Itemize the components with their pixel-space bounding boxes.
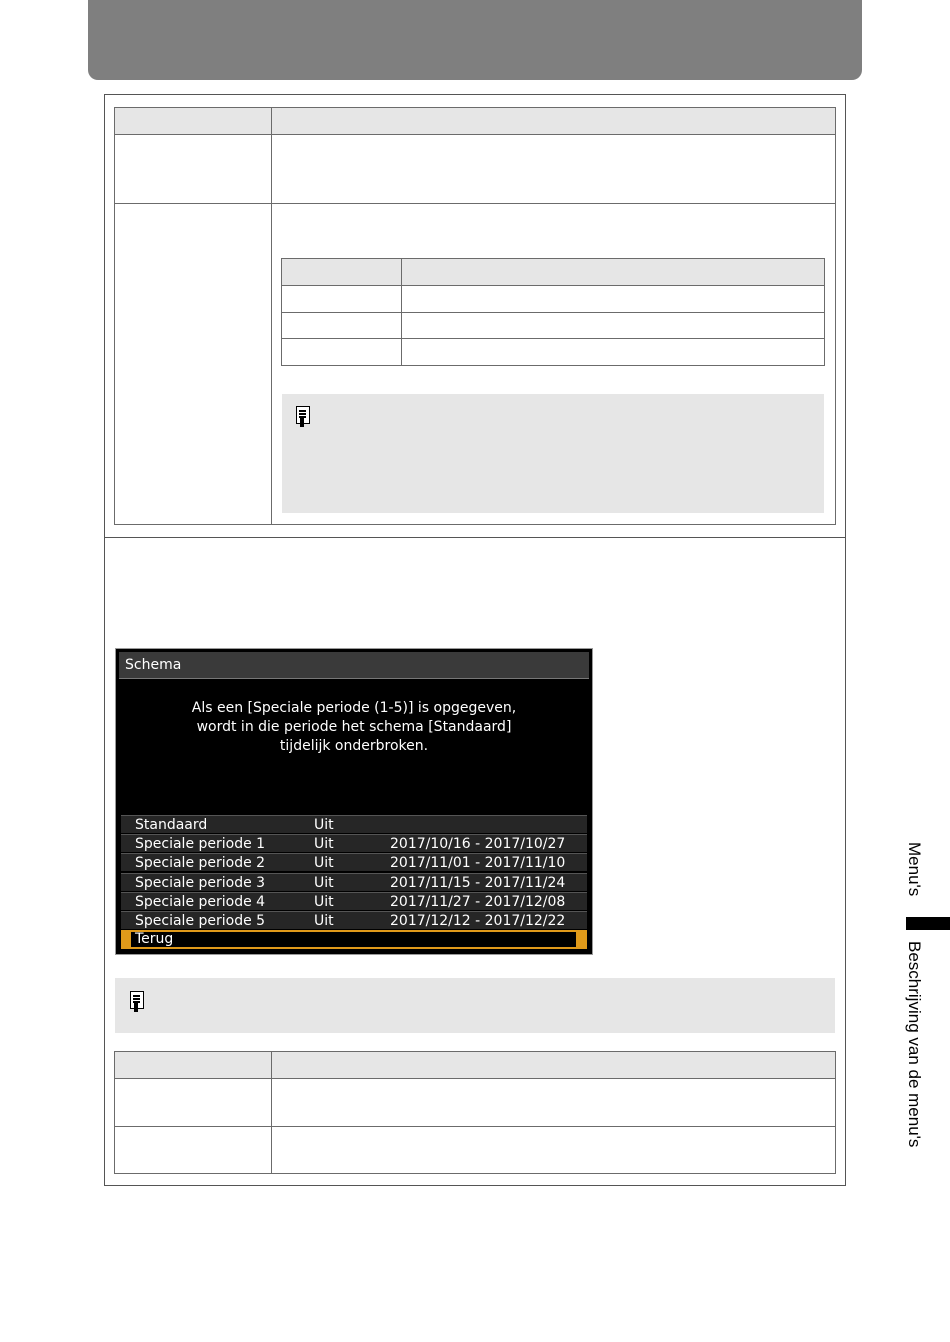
side-tab-marker	[906, 917, 950, 930]
table-row	[115, 1127, 836, 1174]
nested-table-header	[282, 259, 825, 286]
nested-table	[281, 258, 825, 366]
side-chapter-label: Beschrijving van de menu's	[905, 941, 924, 1148]
row-name: Speciale periode 1	[135, 836, 266, 852]
table-row	[115, 135, 836, 204]
schedule-row-period-2[interactable]	[121, 853, 587, 871]
top-table-header-cell	[115, 108, 272, 135]
row-status: Uit	[314, 894, 334, 910]
schedule-row-standaard[interactable]	[121, 815, 587, 833]
table-cell	[402, 313, 825, 339]
row-period: 2017/11/27 - 2017/12/08	[390, 894, 566, 910]
row-status: Uit	[314, 855, 334, 871]
schedule-row-period-3[interactable]	[121, 873, 587, 891]
row-name: Standaard	[135, 817, 208, 833]
row-status: Uit	[314, 836, 334, 852]
note-box	[282, 394, 824, 513]
note-icon	[130, 991, 144, 1009]
table-cell	[272, 1079, 836, 1127]
row-name: Speciale periode 2	[135, 855, 266, 871]
table-cell	[282, 313, 402, 339]
table-row	[282, 286, 825, 313]
row-name: Speciale periode 4	[135, 894, 266, 910]
table-cell	[115, 204, 272, 525]
table-cell	[115, 1127, 272, 1174]
table-cell	[282, 339, 402, 366]
bottom-table-header-cell	[115, 1052, 272, 1079]
table-cell	[115, 135, 272, 204]
table-cell	[402, 286, 825, 313]
side-section-label: Menu's	[905, 842, 924, 897]
schedule-row-period-4[interactable]	[121, 892, 587, 910]
message-line: wordt in die periode het schema [Standaard]	[196, 719, 512, 735]
message-line: tijdelijk onderbroken.	[279, 738, 429, 754]
nested-table-header-cell	[282, 259, 402, 286]
nested-table-header-cell	[402, 259, 825, 286]
note-icon	[296, 406, 310, 424]
bottom-table-header-cell	[272, 1052, 836, 1079]
screen-title: Schema	[119, 652, 589, 679]
header-band	[88, 0, 862, 80]
message-line: Als een [Speciale periode (1-5)] is opgegeven,	[191, 700, 517, 716]
top-table-header-cell	[272, 108, 836, 135]
schedule-row-period-5[interactable]	[121, 911, 587, 929]
top-table-header	[115, 108, 836, 135]
bottom-table-header	[115, 1052, 836, 1079]
back-highlight-inner	[131, 932, 576, 947]
schema-screen	[115, 648, 593, 955]
back-button[interactable]	[121, 930, 587, 948]
row-period: 2017/10/16 - 2017/10/27	[390, 836, 566, 852]
row-period: 2017/11/15 - 2017/11/24	[390, 875, 566, 891]
row-status: Uit	[314, 817, 334, 833]
table-row	[282, 313, 825, 339]
row-period: 2017/12/12 - 2017/12/22	[390, 913, 566, 929]
schedule-row-period-1[interactable]	[121, 834, 587, 852]
table-cell	[115, 1079, 272, 1127]
row-status: Uit	[314, 913, 334, 929]
row-name: Speciale periode 5	[135, 913, 266, 929]
table-row	[282, 339, 825, 366]
table-cell	[402, 339, 825, 366]
back-label: Terug	[135, 931, 174, 947]
bottom-table	[114, 1051, 836, 1174]
row-period: 2017/11/01 - 2017/11/10	[390, 855, 566, 871]
frame-divider	[104, 537, 846, 538]
note-box	[115, 978, 835, 1033]
screen-message	[119, 699, 589, 756]
table-row	[115, 1079, 836, 1127]
table-cell	[272, 1127, 836, 1174]
table-cell	[282, 286, 402, 313]
row-status: Uit	[314, 875, 334, 891]
row-name: Speciale periode 3	[135, 875, 266, 891]
table-cell	[272, 135, 836, 204]
